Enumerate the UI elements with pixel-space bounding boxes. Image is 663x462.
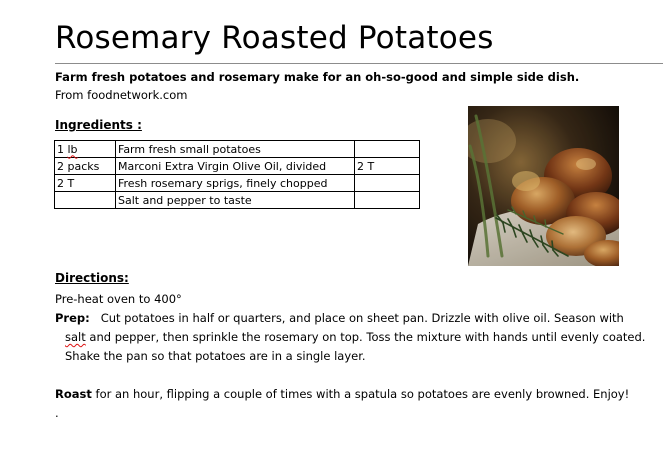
prep-text-line3: Shake the pan so that potatoes are in a single layer. — [65, 349, 366, 363]
ingredient-name: Fresh rosemary sprigs, finely chopped — [116, 175, 355, 192]
ingredients-heading: Ingredients : — [55, 118, 142, 132]
ingredient-quantity: 1 lb — [55, 141, 116, 158]
recipe-source: From foodnetwork.com — [55, 88, 188, 102]
ingredient-quantity — [55, 192, 116, 209]
prep-label: Prep: — [55, 311, 90, 325]
roasted-potatoes-photo — [468, 106, 619, 266]
prep-step — [55, 309, 655, 366]
ingredient-name: Farm fresh small potatoes — [116, 141, 355, 158]
ingredient-quantity: 2 T — [55, 175, 116, 192]
table-row — [55, 141, 420, 158]
preheat-step: Pre-heat oven to 400° — [55, 292, 182, 306]
roast-label: Roast — [55, 387, 92, 401]
ingredient-note — [355, 141, 420, 158]
prep-text-line2: salt and pepper, then sprinkle the rosemary on top. Toss the mixture with hands until evenly coated. — [65, 330, 646, 344]
prep-text-line1: Cut potatoes in half or quarters, and place on sheet pan. Drizzle with olive oil. Season with — [100, 311, 624, 325]
trailing-text: . — [55, 406, 59, 420]
ingredient-note — [355, 192, 420, 209]
roast-step — [55, 385, 655, 404]
recipe-subtitle: Farm fresh potatoes and rosemary make for an oh-so-good and simple side dish. — [55, 70, 580, 84]
page-title: Rosemary Roasted Potatoes — [55, 20, 494, 56]
title-divider — [55, 63, 663, 64]
table-row — [55, 192, 420, 209]
directions-heading: Directions: — [55, 271, 129, 285]
spellcheck-word: lb — [67, 142, 78, 156]
ingredients-table — [54, 140, 420, 209]
ingredient-name: Marconi Extra Virgin Olive Oil, divided — [116, 158, 355, 175]
roast-text: for an hour, flipping a couple of times with a spatula so potatoes are evenly browned. Enjoy! — [91, 387, 630, 401]
ingredient-note — [355, 175, 420, 192]
table-row — [55, 175, 420, 192]
table-row — [55, 158, 420, 175]
spellcheck-word: salt — [65, 330, 86, 344]
ingredient-note: 2 T — [355, 158, 420, 175]
ingredient-quantity: 2 packs — [55, 158, 116, 175]
ingredient-name: Salt and pepper to taste — [116, 192, 355, 209]
